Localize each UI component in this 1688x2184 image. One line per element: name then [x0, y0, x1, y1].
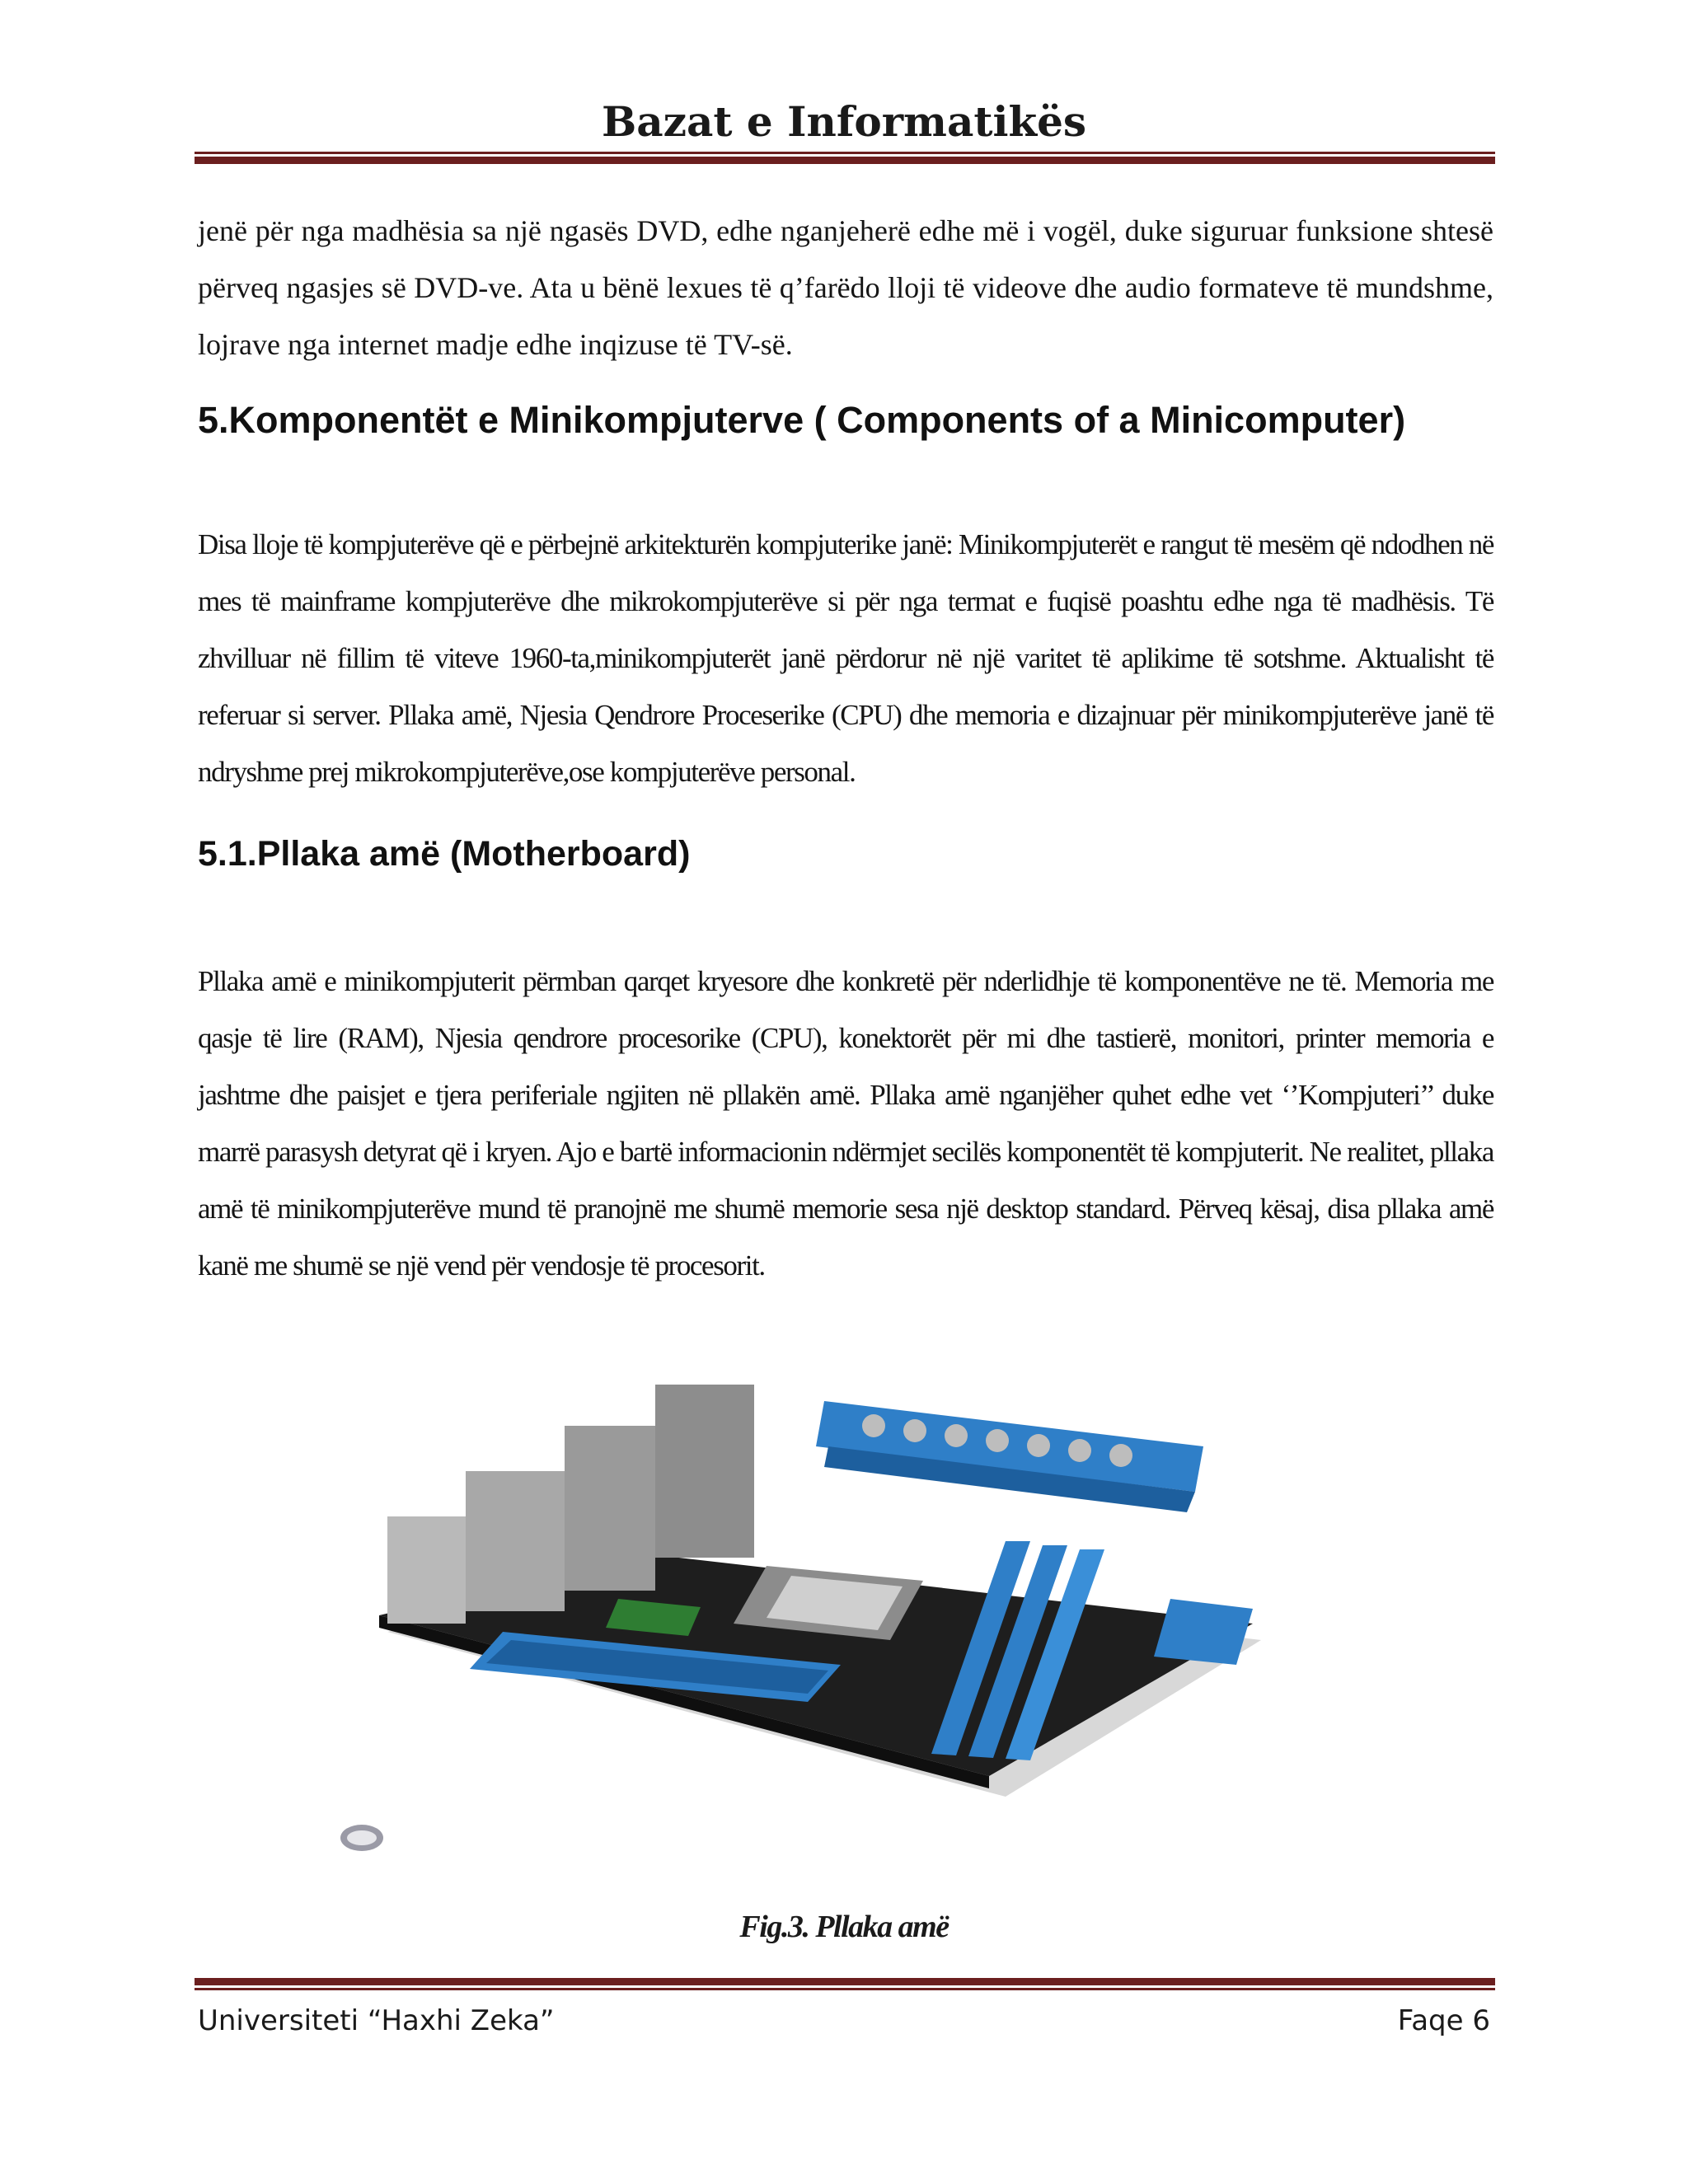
io-port-audio	[565, 1426, 655, 1591]
subsection-paragraph: Pllaka amë e minikompjuterit përmban qarqet kryesore dhe konkretë për nderlidhje të komponentëve ne të. Memoria me qasje të lire (RAM), Njesia qendrore procesorike (CPU), konektorët për mi dhe tastierë, monitori, printer memoria e jashtme dhe paisjet e tjera periferiale ngjiten në pllakën amë. Pllaka amë nganjëher quhet edhe vet ‘’Kompjuteri’’ duke marrë parasysh detyrat që i kryen. Ajo e bartë informacionin ndërmjet secilës komponentët të kompjuterit. Ne realitet, pllaka amë të minikompjuterëve mund të pranojnë me shumë memorie sesa një desktop standard. Përveq kësaj, disa pllaka amë kanë me shumë se një vend për vendosje të procesorit.	[198, 965, 1493, 1282]
section-heading: 5.Komponentët e Minikompjuterve ( Components of a Minicomputer)	[198, 399, 1406, 441]
footer-page-number: Faqe 6	[1397, 2004, 1490, 2037]
footer-rule-thin-line	[195, 1988, 1495, 1990]
io-port-stack	[655, 1385, 754, 1558]
page-header-title: Bazat e Informatikës	[601, 97, 1087, 146]
footer-university: Universiteti “Haxhi Zeka”	[198, 2004, 555, 2037]
intro-paragraph: jenë për nga madhësia sa një ngasës DVD, edhe nganjeherë edhe më i vogël, duke siguruar funksione shtesë përveq ngasjes së DVD-ve. Ata u bënë lexues të q’farëdo lloji të videove dhe audio formateve të mundshme, lojrave nga internet madje edhe inqizuse të TV-së.	[198, 214, 1493, 361]
section-paragraph: Disa lloje të kompjuterëve që e përbejnë arkitekturën kompjuterike janë: Minikompjuterët e rangut të mesëm që ndodhen në mes të mainframe kompjuterëve dhe mikrokompjuterëve si për nga termat e fuqisë poashtu edhe nga të madhësis. Të zhvilluar në fillim të viteve 1960-ta,minikompjuterët janë përdorur në një varitet të aplikime të sotshme. Aktualisht të referuar si server. Pllaka amë, Njesia Qendrore Proceserike (CPU) dhe memoria e dizajnuar për minikompjuterëve janë të ndryshme prej mikrokompjuterëve,ose kompjuterëve personal.	[198, 528, 1493, 788]
footer-rule	[195, 1978, 1495, 1990]
io-port-usb	[387, 1516, 466, 1624]
io-port-ethernet	[466, 1471, 565, 1611]
motherboard-image	[379, 1368, 1302, 1830]
header-rule	[195, 152, 1495, 164]
watermark-logo	[338, 1821, 386, 1854]
header-rule-thick-line	[195, 157, 1495, 164]
power-connector	[1154, 1599, 1253, 1665]
figure-caption: Fig.3. Pllaka amë	[739, 1910, 949, 1944]
subsection-heading: 5.1.Pllaka amë (Motherboard)	[198, 834, 691, 874]
footer-rule-thick-line	[195, 1978, 1495, 1985]
